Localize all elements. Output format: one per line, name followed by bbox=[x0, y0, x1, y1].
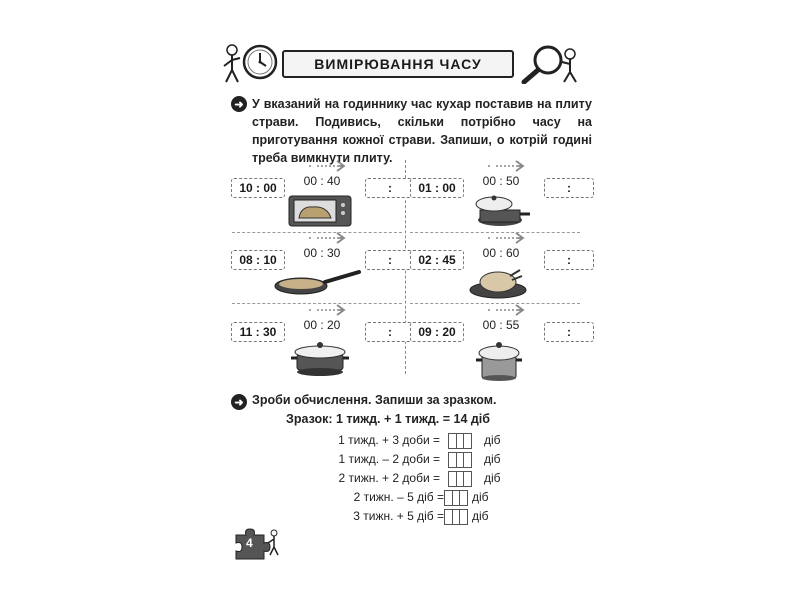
frying-pan-icon bbox=[271, 266, 363, 300]
task2-instruction: Зроби обчислення. Запиши за зразком. bbox=[252, 393, 497, 407]
page-header bbox=[220, 40, 580, 84]
exercise-row bbox=[300, 489, 520, 505]
arrow-right-icon bbox=[309, 160, 349, 172]
exercise-expression: 1 тижд. – 2 доби = bbox=[338, 452, 440, 466]
roast-chicken-icon bbox=[464, 266, 534, 300]
start-time: 01 : 00 bbox=[410, 178, 464, 198]
cooking-cell bbox=[410, 232, 580, 302]
unit-label: діб bbox=[472, 490, 489, 504]
start-time: 08 : 10 bbox=[231, 250, 285, 270]
cook-duration: 00 : 60 bbox=[482, 246, 520, 260]
unit-label: діб bbox=[484, 433, 501, 447]
exercise-row bbox=[300, 432, 520, 448]
start-time: 10 : 00 bbox=[231, 178, 285, 198]
answer-field[interactable]: : bbox=[365, 250, 415, 270]
answer-field[interactable]: : bbox=[544, 178, 594, 198]
exercise-expression: 2 тижн. + 2 доби = bbox=[338, 471, 440, 485]
exercise-expression: 3 тижн. + 5 діб = bbox=[353, 509, 444, 523]
magnifier-icon bbox=[518, 40, 580, 84]
cooking-cell bbox=[410, 160, 580, 230]
exercise-row bbox=[300, 451, 520, 467]
answer-grid[interactable] bbox=[444, 490, 468, 506]
clock-icon bbox=[220, 40, 282, 84]
cooking-cell bbox=[231, 232, 401, 302]
arrow-right-icon bbox=[488, 160, 528, 172]
start-time: 09 : 20 bbox=[410, 322, 464, 342]
start-time: 11 : 30 bbox=[231, 322, 285, 342]
unit-label: діб bbox=[484, 452, 501, 466]
unit-label: діб bbox=[484, 471, 501, 485]
answer-grid[interactable] bbox=[444, 509, 468, 525]
cooking-cell bbox=[231, 160, 401, 230]
page-title: ВИМІРЮВАННЯ ЧАСУ bbox=[282, 50, 514, 78]
cook-duration: 00 : 55 bbox=[482, 318, 520, 332]
answer-field[interactable]: : bbox=[544, 322, 594, 342]
cooking-cell bbox=[231, 304, 401, 374]
answer-grid[interactable] bbox=[448, 433, 472, 449]
task2-marker-icon: ➜ bbox=[231, 394, 247, 410]
cook-duration: 00 : 30 bbox=[303, 246, 341, 260]
bread-oven-icon bbox=[285, 194, 355, 228]
arrow-right-icon bbox=[309, 304, 349, 316]
task1-marker-icon: ➜ bbox=[231, 96, 247, 112]
answer-field[interactable]: : bbox=[365, 322, 415, 342]
casserole-icon bbox=[285, 338, 355, 378]
cook-duration: 00 : 50 bbox=[482, 174, 520, 188]
cooking-cell bbox=[410, 304, 580, 374]
tall-pot-icon bbox=[464, 338, 534, 382]
start-time: 02 : 45 bbox=[410, 250, 464, 270]
exercise-expression: 1 тижд. + 3 доби = bbox=[338, 433, 440, 447]
answer-field[interactable]: : bbox=[544, 250, 594, 270]
puzzle-piece-icon bbox=[232, 525, 280, 563]
exercise-row bbox=[300, 508, 520, 524]
answer-field[interactable]: : bbox=[365, 178, 415, 198]
arrow-right-icon bbox=[488, 304, 528, 316]
cook-duration: 00 : 40 bbox=[303, 174, 341, 188]
task1-instruction: У вказаний на годиннику час кухар поставив на плиту страви. Подивись, скільки потрібно часу на приготування кожної страви. Запиши, о котрій годині треба вимкнути плиту. bbox=[252, 97, 592, 165]
exercise-expression: 2 тижн. – 5 діб = bbox=[353, 490, 444, 504]
answer-grid[interactable] bbox=[448, 452, 472, 468]
answer-grid[interactable] bbox=[448, 471, 472, 487]
cook-duration: 00 : 20 bbox=[303, 318, 341, 332]
page-number: 4 bbox=[246, 536, 253, 550]
pot-with-lid-icon bbox=[464, 194, 534, 228]
unit-label: діб bbox=[472, 509, 489, 523]
arrow-right-icon bbox=[488, 232, 528, 244]
arrow-right-icon bbox=[309, 232, 349, 244]
sample-example: Зразок: 1 тижд. + 1 тижд. = 14 діб bbox=[286, 412, 490, 426]
exercise-row bbox=[300, 470, 520, 486]
